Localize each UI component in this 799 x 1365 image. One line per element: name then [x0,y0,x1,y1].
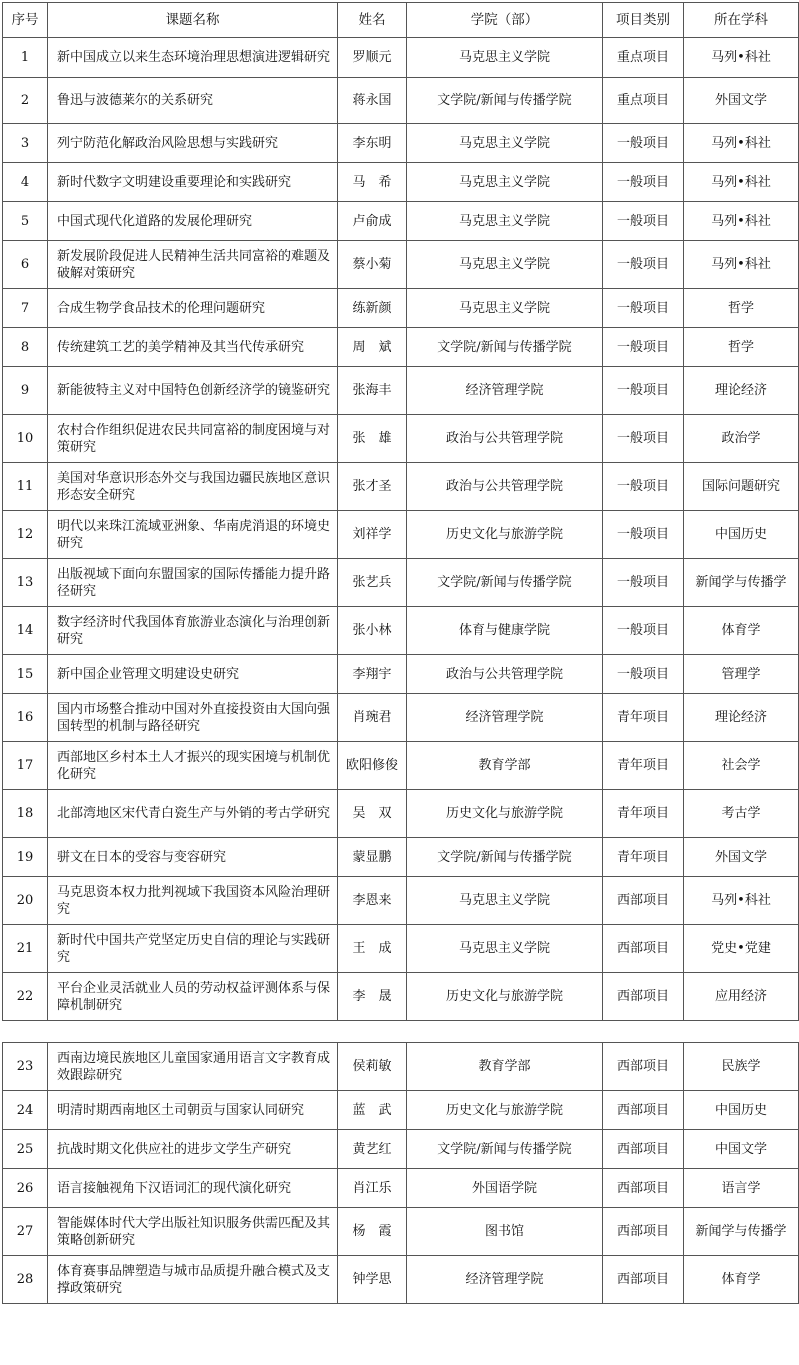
discipline-cell: 党史•党建 [684,925,799,973]
discipline-cell: 中国历史 [684,511,799,559]
college-cell: 马克思主义学院 [407,163,603,202]
index-cell: 1 [3,38,48,78]
name-cell: 刘祥学 [338,511,407,559]
name-cell: 罗顺元 [338,38,407,78]
category-cell: 一般项目 [603,241,684,289]
table-row [3,1043,799,1091]
name-cell: 欧阳修俊 [338,742,407,790]
college-cell: 马克思主义学院 [407,877,603,925]
category-cell: 一般项目 [603,655,684,694]
college-cell: 马克思主义学院 [407,925,603,973]
name-cell: 侯莉敏 [338,1043,407,1091]
index-cell: 13 [3,559,48,607]
table-header-row [3,3,799,38]
name-cell: 杨 霞 [338,1208,407,1256]
college-cell: 马克思主义学院 [407,38,603,78]
college-cell: 马克思主义学院 [407,289,603,328]
title-cell: 传统建筑工艺的美学精神及其当代传承研究 [48,328,338,367]
title-cell: 新中国企业管理文明建设史研究 [48,655,338,694]
table-row [3,559,799,607]
category-cell: 一般项目 [603,163,684,202]
table-row [3,973,799,1021]
title-cell: 出版视域下面向东盟国家的国际传播能力提升路径研究 [48,559,338,607]
project-table-page1 [2,2,799,1021]
college-cell: 政治与公共管理学院 [407,415,603,463]
index-cell: 28 [3,1256,48,1304]
discipline-cell: 马列•科社 [684,241,799,289]
index-cell: 9 [3,367,48,415]
title-cell: 明清时期西南地区土司朝贡与国家认同研究 [48,1091,338,1130]
table-row [3,694,799,742]
name-cell: 张才圣 [338,463,407,511]
title-cell: 抗战时期文化供应社的进步文学生产研究 [48,1130,338,1169]
name-cell: 蔡小菊 [338,241,407,289]
header-category: 项目类别 [603,3,684,38]
name-cell: 肖琬君 [338,694,407,742]
title-cell: 合成生物学食品技术的伦理问题研究 [48,289,338,328]
category-cell: 青年项目 [603,838,684,877]
category-cell: 西部项目 [603,1256,684,1304]
index-cell: 12 [3,511,48,559]
index-cell: 14 [3,607,48,655]
discipline-cell: 马列•科社 [684,163,799,202]
category-cell: 西部项目 [603,925,684,973]
discipline-cell: 马列•科社 [684,38,799,78]
name-cell: 张 雄 [338,415,407,463]
college-cell: 外国语学院 [407,1169,603,1208]
name-cell: 肖江乐 [338,1169,407,1208]
college-cell: 政治与公共管理学院 [407,655,603,694]
title-cell: 新发展阶段促进人民精神生活共同富裕的难题及破解对策研究 [48,241,338,289]
header-title: 课题名称 [48,3,338,38]
discipline-cell: 民族学 [684,1043,799,1091]
discipline-cell: 新闻学与传播学 [684,1208,799,1256]
table-row [3,38,799,78]
title-cell: 马克思资本权力批判视域下我国资本风险治理研究 [48,877,338,925]
college-cell: 历史文化与旅游学院 [407,511,603,559]
college-cell: 马克思主义学院 [407,124,603,163]
name-cell: 马 希 [338,163,407,202]
title-cell: 西南边境民族地区儿童国家通用语言文字教育成效跟踪研究 [48,1043,338,1091]
title-cell: 国内市场整合推动中国对外直接投资由大国向强国转型的机制与路径研究 [48,694,338,742]
title-cell: 农村合作组织促进农民共同富裕的制度困境与对策研究 [48,415,338,463]
index-cell: 6 [3,241,48,289]
discipline-cell: 理论经济 [684,367,799,415]
college-cell: 教育学部 [407,1043,603,1091]
discipline-cell: 政治学 [684,415,799,463]
index-cell: 24 [3,1091,48,1130]
discipline-cell: 马列•科社 [684,202,799,241]
name-cell: 李东明 [338,124,407,163]
category-cell: 一般项目 [603,367,684,415]
discipline-cell: 社会学 [684,742,799,790]
index-cell: 8 [3,328,48,367]
college-cell: 文学院/新闻与传播学院 [407,1130,603,1169]
title-cell: 数字经济时代我国体育旅游业态演化与治理创新研究 [48,607,338,655]
table-row [3,289,799,328]
category-cell: 重点项目 [603,78,684,124]
index-cell: 21 [3,925,48,973]
discipline-cell: 体育学 [684,1256,799,1304]
name-cell: 吴 双 [338,790,407,838]
table-row [3,202,799,241]
index-cell: 10 [3,415,48,463]
discipline-cell: 应用经济 [684,973,799,1021]
name-cell: 张艺兵 [338,559,407,607]
index-cell: 23 [3,1043,48,1091]
title-cell: 鲁迅与波德莱尔的关系研究 [48,78,338,124]
index-cell: 25 [3,1130,48,1169]
college-cell: 经济管理学院 [407,1256,603,1304]
project-table-page2 [2,1042,799,1304]
table-row [3,607,799,655]
table-row [3,838,799,877]
category-cell: 西部项目 [603,973,684,1021]
index-cell: 2 [3,78,48,124]
table-row [3,511,799,559]
header-name: 姓名 [338,3,407,38]
category-cell: 青年项目 [603,694,684,742]
table-row [3,124,799,163]
index-cell: 15 [3,655,48,694]
title-cell: 新时代中国共产党坚定历史自信的理论与实践研究 [48,925,338,973]
table-row [3,367,799,415]
index-cell: 19 [3,838,48,877]
table-body-page2 [3,1043,799,1304]
index-cell: 20 [3,877,48,925]
college-cell: 文学院/新闻与传播学院 [407,328,603,367]
header-college: 学院（部） [407,3,603,38]
name-cell: 卢俞成 [338,202,407,241]
college-cell: 政治与公共管理学院 [407,463,603,511]
discipline-cell: 外国文学 [684,838,799,877]
college-cell: 文学院/新闻与传播学院 [407,838,603,877]
category-cell: 一般项目 [603,289,684,328]
discipline-cell: 管理学 [684,655,799,694]
title-cell: 平台企业灵活就业人员的劳动权益评测体系与保障机制研究 [48,973,338,1021]
category-cell: 西部项目 [603,1169,684,1208]
name-cell: 蒙显鹏 [338,838,407,877]
category-cell: 西部项目 [603,1208,684,1256]
discipline-cell: 哲学 [684,328,799,367]
category-cell: 西部项目 [603,877,684,925]
discipline-cell: 中国文学 [684,1130,799,1169]
college-cell: 经济管理学院 [407,367,603,415]
title-cell: 体育赛事品牌塑造与城市品质提升融合模式及支撑政策研究 [48,1256,338,1304]
category-cell: 一般项目 [603,559,684,607]
title-cell: 新中国成立以来生态环境治理思想演进逻辑研究 [48,38,338,78]
category-cell: 一般项目 [603,415,684,463]
index-cell: 3 [3,124,48,163]
discipline-cell: 马列•科社 [684,877,799,925]
category-cell: 一般项目 [603,328,684,367]
name-cell: 张小林 [338,607,407,655]
table-row [3,1091,799,1130]
header-index: 序号 [3,3,48,38]
category-cell: 西部项目 [603,1091,684,1130]
name-cell: 练新颜 [338,289,407,328]
index-cell: 4 [3,163,48,202]
discipline-cell: 中国历史 [684,1091,799,1130]
category-cell: 西部项目 [603,1043,684,1091]
category-cell: 一般项目 [603,202,684,241]
table-row [3,655,799,694]
title-cell: 新时代数字文明建设重要理论和实践研究 [48,163,338,202]
index-cell: 5 [3,202,48,241]
table-row [3,877,799,925]
college-cell: 文学院/新闻与传播学院 [407,559,603,607]
discipline-cell: 哲学 [684,289,799,328]
title-cell: 中国式现代化道路的发展伦理研究 [48,202,338,241]
index-cell: 11 [3,463,48,511]
category-cell: 西部项目 [603,1130,684,1169]
table-row [3,78,799,124]
name-cell: 王 成 [338,925,407,973]
category-cell: 一般项目 [603,463,684,511]
discipline-cell: 考古学 [684,790,799,838]
table-row [3,790,799,838]
title-cell: 语言接触视角下汉语词汇的现代演化研究 [48,1169,338,1208]
title-cell: 新能彼特主义对中国特色创新经济学的镜鉴研究 [48,367,338,415]
college-cell: 历史文化与旅游学院 [407,973,603,1021]
index-cell: 26 [3,1169,48,1208]
table-row [3,463,799,511]
college-cell: 文学院/新闻与传播学院 [407,78,603,124]
table-row [3,241,799,289]
category-cell: 一般项目 [603,607,684,655]
name-cell: 蒋永国 [338,78,407,124]
college-cell: 经济管理学院 [407,694,603,742]
table-row [3,1208,799,1256]
index-cell: 27 [3,1208,48,1256]
category-cell: 青年项目 [603,790,684,838]
title-cell: 智能媒体时代大学出版社知识服务供需匹配及其策略创新研究 [48,1208,338,1256]
college-cell: 马克思主义学院 [407,202,603,241]
college-cell: 马克思主义学院 [407,241,603,289]
name-cell: 李 晟 [338,973,407,1021]
discipline-cell: 理论经济 [684,694,799,742]
discipline-cell: 国际问题研究 [684,463,799,511]
discipline-cell: 体育学 [684,607,799,655]
header-discipline: 所在学科 [684,3,799,38]
college-cell: 教育学部 [407,742,603,790]
index-cell: 7 [3,289,48,328]
name-cell: 李恩来 [338,877,407,925]
discipline-cell: 语言学 [684,1169,799,1208]
college-cell: 图书馆 [407,1208,603,1256]
name-cell: 蓝 武 [338,1091,407,1130]
table-row [3,1169,799,1208]
title-cell: 明代以来珠江流域亚洲象、华南虎消退的环境史研究 [48,511,338,559]
name-cell: 黄艺红 [338,1130,407,1169]
table-body-page1 [3,38,799,1021]
index-cell: 18 [3,790,48,838]
title-cell: 列宁防范化解政治风险思想与实践研究 [48,124,338,163]
category-cell: 一般项目 [603,511,684,559]
discipline-cell: 新闻学与传播学 [684,559,799,607]
college-cell: 体育与健康学院 [407,607,603,655]
category-cell: 青年项目 [603,742,684,790]
table-row [3,925,799,973]
category-cell: 重点项目 [603,38,684,78]
index-cell: 22 [3,973,48,1021]
name-cell: 李翔宇 [338,655,407,694]
name-cell: 张海丰 [338,367,407,415]
title-cell: 美国对华意识形态外交与我国边疆民族地区意识形态安全研究 [48,463,338,511]
name-cell: 周 斌 [338,328,407,367]
college-cell: 历史文化与旅游学院 [407,1091,603,1130]
college-cell: 历史文化与旅游学院 [407,790,603,838]
title-cell: 西部地区乡村本土人才振兴的现实困境与机制优化研究 [48,742,338,790]
title-cell: 骈文在日本的受容与变容研究 [48,838,338,877]
index-cell: 16 [3,694,48,742]
category-cell: 一般项目 [603,124,684,163]
table-row [3,1256,799,1304]
table-row [3,415,799,463]
name-cell: 钟学思 [338,1256,407,1304]
table-row [3,742,799,790]
title-cell: 北部湾地区宋代青白瓷生产与外销的考古学研究 [48,790,338,838]
discipline-cell: 外国文学 [684,78,799,124]
index-cell: 17 [3,742,48,790]
table-row [3,1130,799,1169]
discipline-cell: 马列•科社 [684,124,799,163]
table-row [3,163,799,202]
table-row [3,328,799,367]
